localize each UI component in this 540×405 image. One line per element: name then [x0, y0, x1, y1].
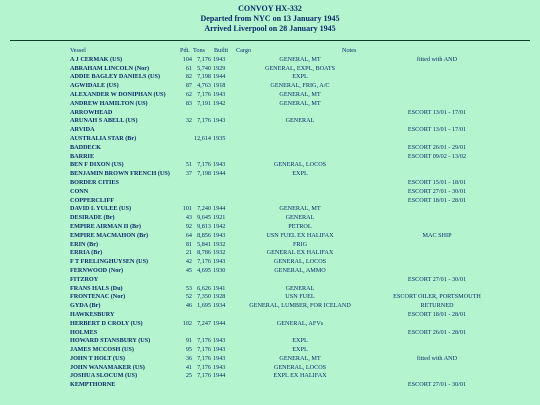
built-year: 1943: [213, 90, 226, 98]
cargo-value: USN FUEL: [285, 293, 315, 301]
table-row: [0, 276, 540, 285]
vessel-name: EMPIRE MACMAHON (Br): [70, 231, 149, 239]
pdt-value: 82: [185, 73, 192, 81]
cargo-value: GENERAL, MT: [279, 90, 321, 98]
pdt-value: 95: [185, 346, 192, 354]
vessel-name: ANDREW HAMILTON (US): [70, 99, 148, 107]
pdt-value: 37: [185, 170, 192, 178]
tonnage-value: 8,786: [197, 249, 211, 257]
vessel-name: ARVIDA: [70, 126, 95, 134]
arrival-line: Arrived Liverpool on 28 January 1945: [204, 24, 336, 33]
tonnage-value: 7,350: [197, 293, 211, 301]
built-year: 1930: [213, 266, 226, 274]
tonnage-value: 7,176: [197, 346, 211, 354]
vessel-name: JOHN T HOLT (US): [70, 354, 125, 362]
tonnage-value: 7,176: [197, 337, 211, 345]
vessel-name: DESIRADE (Br): [70, 214, 115, 222]
vessel-name: KEMPTHORNE: [70, 381, 116, 389]
tons-column-header: Tons: [193, 47, 205, 54]
tonnage-value: 7,247: [197, 319, 211, 327]
vessel-name: ADDIE BAGLEY DANIELS (US): [70, 73, 161, 81]
table-row: [0, 214, 540, 223]
vessel-name: CONN: [70, 187, 89, 195]
vessel-name: BORDER CITIES: [70, 178, 119, 186]
table-row: [0, 355, 540, 364]
notes-value: ESCORT 27/01 - 30/01: [407, 275, 467, 283]
cargo-column-header: Cargo: [236, 47, 252, 54]
built-year: 1918: [213, 82, 226, 90]
cargo-value: GENERAL, LOCOS: [273, 161, 327, 169]
pdt-value: 104: [182, 55, 192, 63]
notes-value: ESCORT 13/01 - 17/01: [407, 108, 467, 116]
vessel-name: A J CERMAK (US): [70, 55, 123, 63]
built-year: 1944: [213, 205, 226, 213]
table-row: [0, 153, 540, 162]
notes-value: MAC SHIP: [422, 231, 452, 239]
vessel-name: DAVID L YULEE (US): [70, 205, 132, 213]
pdt-value: 91: [185, 337, 192, 345]
notes-value: ESCORT 13/01 - 17/01: [407, 126, 467, 134]
table-row: [0, 372, 540, 381]
cargo-value: GENERAL, MT: [279, 205, 321, 213]
notes-column-header: Notes: [342, 47, 357, 54]
pdt-value: 45: [185, 266, 192, 274]
pdt-value: 25: [185, 372, 192, 380]
vessel-name: ERRIA (Br): [70, 249, 103, 257]
table-row: [0, 161, 540, 170]
cargo-value: GENERAL: [285, 214, 315, 222]
table-row: [0, 170, 540, 179]
table-row: [0, 56, 540, 65]
notes-value: fitted with AND: [416, 354, 458, 362]
table-row: [0, 329, 540, 338]
tonnage-value: 7,176: [197, 117, 211, 125]
pdt-value: 53: [185, 284, 192, 292]
vessel-name: ARUNAH S ABELL (US): [70, 117, 138, 125]
built-year: 1944: [213, 170, 226, 178]
pdt-value: 51: [185, 161, 192, 169]
pdt-value: 83: [185, 99, 192, 107]
table-body: [0, 56, 540, 390]
cargo-value: GENERAL, LUMBER, FOR ICELAND: [249, 302, 351, 310]
pdt-value: 32: [185, 117, 192, 125]
table-row: [0, 205, 540, 214]
built-year: 1943: [213, 231, 226, 239]
table-row: [0, 65, 540, 74]
tonnage-value: 7,176: [197, 363, 211, 371]
built-year: 1928: [213, 293, 226, 301]
pdt-value: 102: [182, 319, 192, 327]
table-row: [0, 258, 540, 267]
vessel-name: AUSTRALIA STAR (Br): [70, 134, 137, 142]
vessel-name: JAMES MCCOSH (US): [70, 346, 134, 354]
pdt-value: 36: [185, 354, 192, 362]
tonnage-value: 6,626: [197, 284, 211, 292]
vessel-name: BARRIE: [70, 152, 95, 160]
vessel-name: HERBERT D CROLY (US): [70, 319, 143, 327]
cargo-value: GENERAL: [285, 284, 315, 292]
vessel-name: COPPERCLIFF: [70, 196, 114, 204]
built-year: 1942: [213, 99, 226, 107]
tonnage-value: 9,813: [197, 222, 211, 230]
table-row: [0, 241, 540, 250]
pdt-value: 87: [185, 82, 192, 90]
cargo-value: GENERAL EX HALIFAX: [266, 249, 334, 257]
built-year: 1932: [213, 249, 226, 257]
pdt-value: 62: [185, 90, 192, 98]
vessel-name: HOLMES: [70, 328, 98, 336]
cargo-value: FRIG: [292, 240, 308, 248]
tonnage-value: 7,176: [197, 372, 211, 380]
built-year: 1944: [213, 73, 226, 81]
departure-line: Departed from NYC on 13 January 1945: [200, 14, 340, 23]
vessel-name: ABRAHAM LINCOLN (Nor): [70, 64, 150, 72]
table-row: [0, 249, 540, 258]
notes-value: ESCORT 26/01 - 28/01: [407, 328, 467, 336]
notes-value: fitted with AND: [416, 55, 458, 63]
table-row: [0, 126, 540, 135]
notes-value: ESCORT 15/01 - 18/01: [407, 178, 467, 186]
pdt-value: 52: [185, 293, 192, 301]
vessel-name: FITZROY: [70, 275, 99, 283]
cargo-value: EXPL EX HALIFAX: [273, 372, 327, 380]
table-row: [0, 302, 540, 311]
table-row: [0, 311, 540, 320]
pdt-value: 64: [185, 231, 192, 239]
cargo-value: GENERAL, AFVs: [276, 319, 324, 327]
pdt-value: 21: [185, 249, 192, 257]
table-row: [0, 135, 540, 144]
table-row: [0, 293, 540, 302]
vessel-name: FRANS HALS (Du): [70, 284, 123, 292]
tonnage-value: 5,841: [197, 240, 211, 248]
pdt-value: 43: [185, 214, 192, 222]
vessel-name: EMPIRE AIRMAN II (Br): [70, 222, 141, 230]
table-row: [0, 197, 540, 206]
tonnage-value: 12,614: [193, 134, 211, 142]
built-year: 1944: [213, 372, 226, 380]
cargo-value: EXPL: [292, 346, 308, 354]
tonnage-value: 4,695: [197, 266, 211, 274]
vessel-name: ARROWHEAD: [70, 108, 113, 116]
table-row: [0, 346, 540, 355]
pdt-value: 41: [185, 363, 192, 371]
pdt-column-header: Pdt.: [180, 47, 190, 54]
cargo-value: GENERAL, MT: [279, 354, 321, 362]
built-year: 1932: [213, 240, 226, 248]
notes-value: ESCORT 09/02 - 13/02: [407, 152, 467, 160]
pdt-value: 81: [185, 240, 192, 248]
vessel-column-header: Vessel: [70, 47, 86, 54]
tonnage-value: 1,695: [197, 302, 211, 310]
cargo-value: GENERAL, LOCOS: [273, 363, 327, 371]
table-header-row: [0, 47, 540, 56]
cargo-value: EXPL: [292, 73, 308, 81]
cargo-value: GENERAL, MT: [279, 99, 321, 107]
notes-value: ESCORT 27/01 - 30/01: [407, 187, 467, 195]
tonnage-value: 7,176: [197, 55, 211, 63]
tonnage-value: 9,645: [197, 214, 211, 222]
vessel-name: AGWIDALE (US): [70, 82, 119, 90]
cargo-value: EXPL: [292, 170, 308, 178]
pdt-value: 92: [185, 222, 192, 230]
built-year: 1943: [213, 363, 226, 371]
vessel-name: ERIN (Br): [70, 240, 99, 248]
vessel-name: HAWKESBURY: [70, 310, 115, 318]
cargo-value: GENERAL, FRIG, A/C: [270, 82, 330, 90]
vessel-name: JOHN WANAMAKER (US): [70, 363, 145, 371]
built-column-header: Builtt: [214, 47, 229, 54]
tonnage-value: 7,176: [197, 161, 211, 169]
vessel-name: F T FRELINGHUYSEN (US): [70, 258, 149, 266]
vessel-name: GYDA (Br): [70, 302, 101, 310]
vessel-name: ALEXANDER W DONIPHAN (US): [70, 90, 166, 98]
convoy-table: [0, 47, 540, 390]
tonnage-value: 5,740: [197, 64, 211, 72]
table-row: [0, 364, 540, 373]
tonnage-value: 8,856: [197, 231, 211, 239]
table-row: [0, 381, 540, 390]
table-row: [0, 285, 540, 294]
built-year: 1943: [213, 55, 226, 63]
tonnage-value: 7,176: [197, 258, 211, 266]
table-row: [0, 100, 540, 109]
cargo-value: GENERAL: [285, 117, 315, 125]
built-year: 1935: [213, 134, 226, 142]
vessel-name: FERNWOOD (Nor): [70, 266, 124, 274]
tonnage-value: 7,198: [197, 73, 211, 81]
cargo-value: GENERAL, LOCOS: [273, 258, 327, 266]
built-year: 1943: [213, 354, 226, 362]
built-year: 1921: [213, 214, 226, 222]
built-year: 1942: [213, 222, 226, 230]
cargo-value: EXPL: [292, 337, 308, 345]
vessel-name: BEN F DIXON (US): [70, 161, 124, 169]
built-year: 1943: [213, 117, 226, 125]
built-year: 1943: [213, 161, 226, 169]
built-year: 1941: [213, 284, 226, 292]
built-year: 1929: [213, 64, 226, 72]
convoy-title: CONVOY HX-332: [238, 4, 302, 13]
tonnage-value: 7,198: [197, 170, 211, 178]
notes-value: ESCORT 18/01 - 28/01: [407, 196, 467, 204]
pdt-value: 61: [185, 64, 192, 72]
table-row: [0, 188, 540, 197]
table-row: [0, 73, 540, 82]
built-year: 1934: [213, 302, 226, 310]
cargo-value: GENERAL, AMMO: [274, 266, 326, 274]
vessel-name: BENJAMIN BROWN FRENCH (US): [70, 170, 170, 178]
built-year: 1943: [213, 346, 226, 354]
table-row: [0, 91, 540, 100]
header-divider: [10, 40, 530, 41]
cargo-value: PETROL: [288, 222, 312, 230]
notes-value: ESCORT 26/01 - 29/01: [407, 143, 467, 151]
tonnage-value: 7,176: [197, 90, 211, 98]
built-year: 1944: [213, 319, 226, 327]
table-row: [0, 320, 540, 329]
tonnage-value: 7,240: [197, 205, 211, 213]
cargo-value: GENERAL, EXPL, BOATS: [264, 64, 336, 72]
pdt-value: 46: [185, 302, 192, 310]
vessel-name: FRONTENAC (Nor): [70, 293, 126, 301]
table-row: [0, 223, 540, 232]
vessel-name: JOSHUA SLOCUM (US): [70, 372, 138, 380]
cargo-value: GENERAL, MT: [279, 55, 321, 63]
tonnage-value: 7,191: [197, 99, 211, 107]
built-year: 1943: [213, 258, 226, 266]
convoy-header: [0, 0, 540, 34]
notes-value: ESCORT 18/01 - 28/01: [407, 310, 467, 318]
tonnage-value: 7,176: [197, 354, 211, 362]
pdt-value: 42: [185, 258, 192, 266]
table-row: [0, 337, 540, 346]
vessel-name: HOWARD STANSBURY (US): [70, 337, 151, 345]
table-row: [0, 179, 540, 188]
table-row: [0, 232, 540, 241]
table-row: [0, 82, 540, 91]
notes-value: ESCORT OILER, PORTSMOUTH: [393, 293, 481, 301]
notes-value: RETURNED: [420, 302, 454, 310]
notes-value: ESCORT 27/01 - 30/01: [407, 381, 467, 389]
tonnage-value: 4,763: [197, 82, 211, 90]
vessel-name: BADDECK: [70, 143, 101, 151]
table-row: [0, 267, 540, 276]
cargo-value: USN FUEL EX HALIFAX: [266, 231, 334, 239]
table-row: [0, 117, 540, 126]
table-row: [0, 109, 540, 118]
pdt-value: 101: [182, 205, 192, 213]
table-row: [0, 144, 540, 153]
built-year: 1943: [213, 337, 226, 345]
